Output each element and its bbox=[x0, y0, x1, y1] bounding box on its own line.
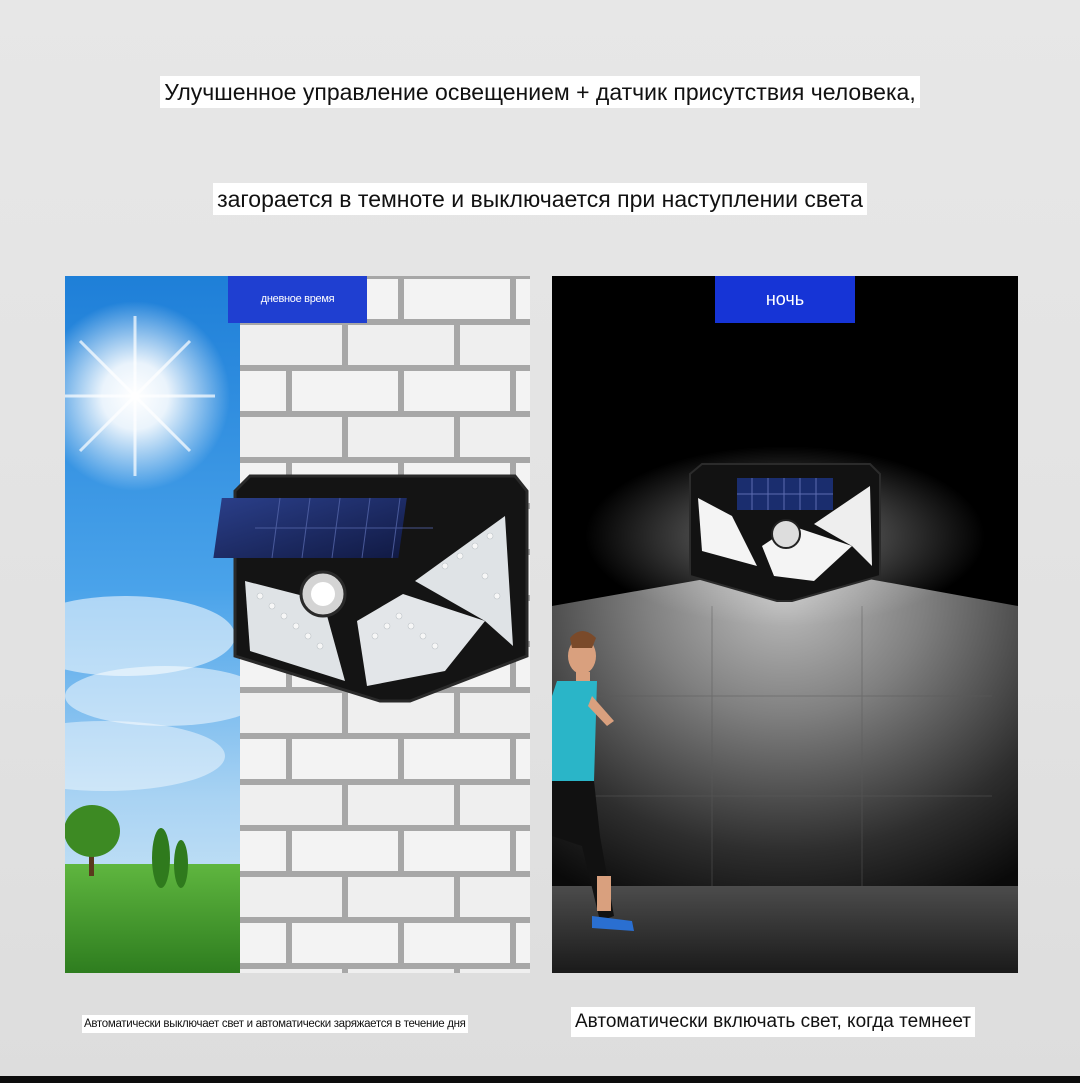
headline-line-1-text: Улучшенное управление освещением + датчик присутствия человека, bbox=[160, 76, 919, 108]
headline-line-2-text: загорается в темноте и выключается при наступлении света bbox=[213, 183, 867, 215]
headline-line-1 bbox=[0, 76, 1080, 108]
day-panel bbox=[65, 276, 530, 973]
day-time-tag: дневное время bbox=[228, 276, 367, 323]
night-caption: Автоматически включать свет, когда темнеет bbox=[571, 1007, 975, 1037]
headline-line-2 bbox=[0, 183, 1080, 215]
day-caption: Автоматически выключает свет и автоматически заряжается в течение дня bbox=[82, 1015, 468, 1033]
night-tag: ночь bbox=[715, 276, 855, 323]
solar-lamp-night-icon bbox=[690, 464, 880, 601]
bottom-bar bbox=[0, 1076, 1080, 1083]
night-panel bbox=[552, 276, 1018, 973]
night-scene-illustration bbox=[552, 276, 1018, 973]
day-scene-illustration bbox=[65, 276, 530, 973]
